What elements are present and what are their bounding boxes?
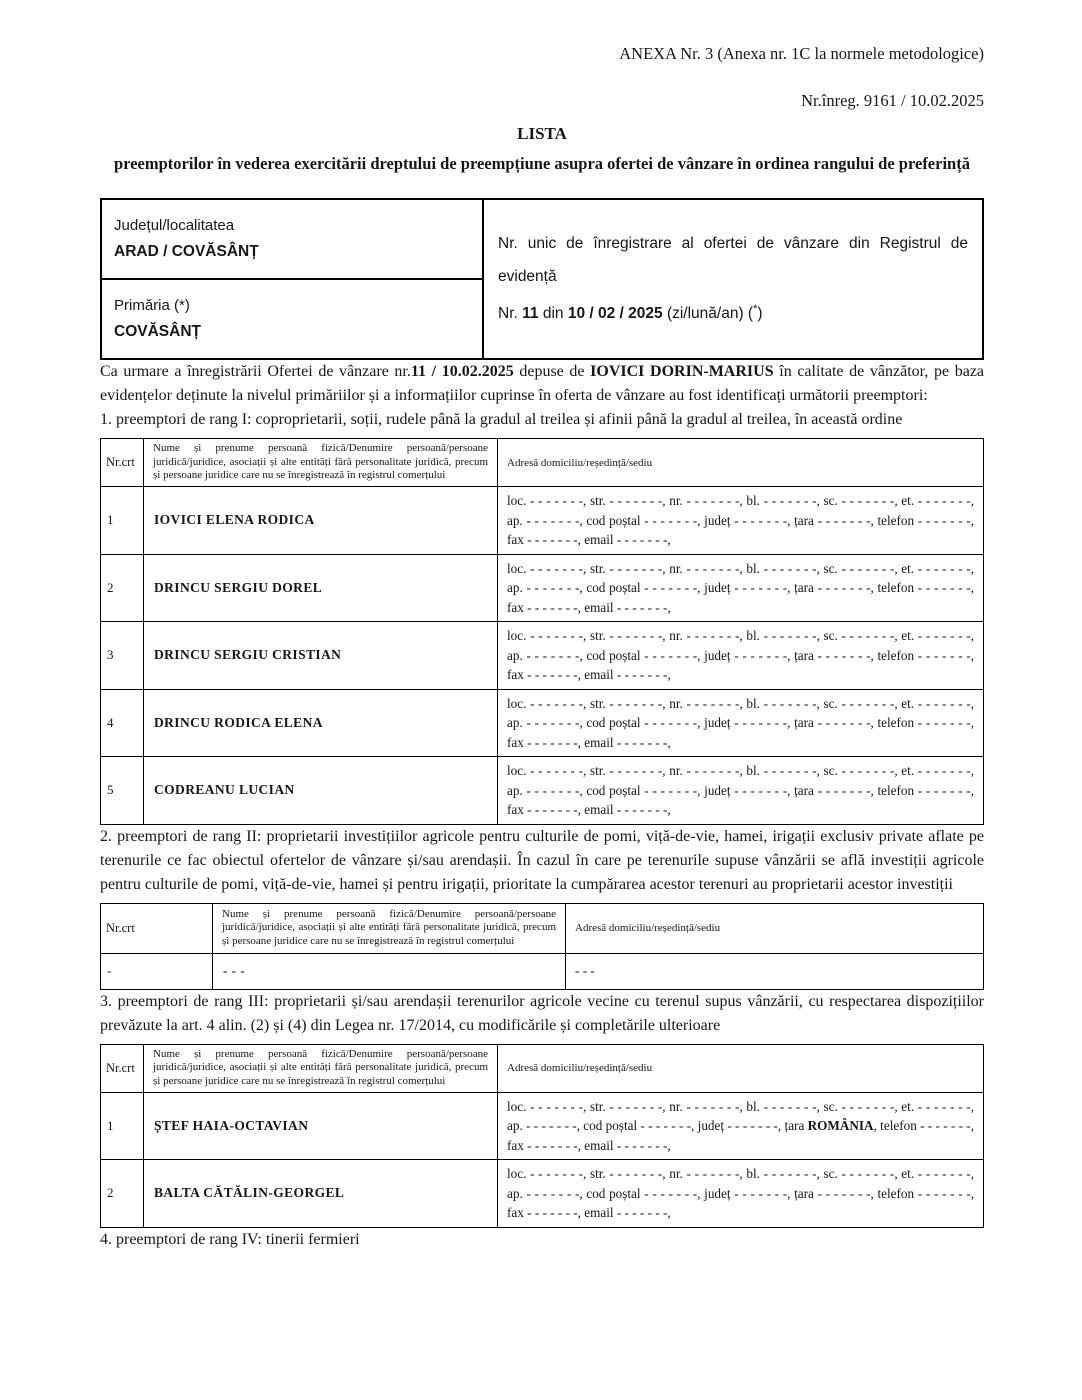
address-cell: - - - bbox=[566, 953, 984, 989]
rang-3-row bbox=[101, 1160, 984, 1228]
row-number-cell: 5 bbox=[101, 757, 144, 825]
registration-info-box bbox=[100, 198, 984, 360]
rang-1-row bbox=[101, 689, 984, 757]
row-number-cell: 4 bbox=[101, 689, 144, 757]
section-3-heading: 3. preemptori de rang III: proprietarii și/sau arendașii terenurilor agricole vecine cu terenul supus vânzării, cu respectarea dispozițiilor prevăzute la art. 4 alin. (2) și (4) din Legea nr. 17/2014, cu modificările și completările ulterioare bbox=[100, 992, 984, 1034]
nrcrt-header-cell: Nr.crt bbox=[101, 1044, 144, 1092]
rang-1-row bbox=[101, 487, 984, 555]
section-4-heading: 4. preemptori de rang IV: tinerii fermieri bbox=[100, 1230, 360, 1248]
nrcrt-header-cell: Nr.crt bbox=[101, 439, 144, 487]
preemptor-name-cell: - - - bbox=[213, 953, 566, 989]
address-cell: loc. - - - - - - -, str. - - - - - - -, nr. - - - - - - -, bl. - - - - - - -, sc. - - - - - - -, et. - - - - - - -, ap. - - - - - - -, cod poștal - - - - - - -, județ - - - - - - -, țara - - - - - - -, telefon - - - - - - -, fax - - - - - - -, email - - - - - - -, bbox=[498, 689, 984, 757]
preemptor-name-cell: CODREANU LUCIAN bbox=[144, 757, 498, 825]
address-header-cell: Adresă domiciliu/reședință/sediu bbox=[498, 1044, 984, 1092]
row-number-cell: - bbox=[101, 953, 213, 989]
address-cell: loc. - - - - - - -, str. - - - - - - -, nr. - - - - - - -, bl. - - - - - - -, sc. - - - - - - -, et. - - - - - - -, ap. - - - - - - -, cod poștal - - - - - - -, județ - - - - - - -, țara ROMÂNIA, telefon - - - - - - -, fax - - - - - - -, email - - - - - - -, bbox=[498, 1092, 984, 1160]
name-header-cell: Nume și prenume persoană fizică/Denumire persoană/persoane juridică/juridice, asociații și alte entități fără personalitate juridică, precum și persoane juridice care nu se înregistrează în registrul comerțului bbox=[144, 439, 498, 487]
preemptor-name-cell: ȘTEF HAIA-OCTAVIAN bbox=[144, 1092, 498, 1160]
offer-registration-text: Nr. unic de înregistrare al ofertei de vânzare din Registrul de evidență bbox=[498, 235, 968, 286]
address-cell: loc. - - - - - - -, str. - - - - - - -, nr. - - - - - - -, bl. - - - - - - -, sc. - - - - - - -, et. - - - - - - -, ap. - - - - - - -, cod poștal - - - - - - -, județ - - - - - - -, țara - - - - - - -, telefon - - - - - - -, fax - - - - - - -, email - - - - - - -, bbox=[498, 622, 984, 690]
address-cell: loc. - - - - - - -, str. - - - - - - -, nr. - - - - - - -, bl. - - - - - - -, sc. - - - - - - -, et. - - - - - - -, ap. - - - - - - -, cod poștal - - - - - - -, județ - - - - - - -, țara - - - - - - -, telefon - - - - - - -, fax - - - - - - -, email - - - - - - -, bbox=[498, 487, 984, 555]
row-number-cell: 2 bbox=[101, 1160, 144, 1228]
row-number-cell: 1 bbox=[101, 1092, 144, 1160]
row-number-cell: 1 bbox=[101, 487, 144, 555]
address-cell: loc. - - - - - - -, str. - - - - - - -, nr. - - - - - - -, bl. - - - - - - -, sc. - - - - - - -, et. - - - - - - -, ap. - - - - - - -, cod poștal - - - - - - -, județ - - - - - - -, țara - - - - - - -, telefon - - - - - - -, fax - - - - - - -, email - - - - - - -, bbox=[498, 1160, 984, 1228]
primaria-label: Primăria (*) bbox=[114, 297, 190, 314]
rang-1-header-row bbox=[101, 439, 984, 487]
rang-2-row bbox=[101, 953, 984, 989]
rang-1-row bbox=[101, 757, 984, 825]
primaria-cell bbox=[101, 279, 483, 359]
rang-1-table bbox=[100, 438, 984, 825]
judet-label: Județul/localitatea bbox=[114, 217, 235, 234]
document-title: LISTA bbox=[517, 124, 567, 143]
intro-paragraph: Ca urmare a înregistrării Ofertei de vânzare nr.11 / 10.02.2025 depuse de IOVICI DORIN-MARIUS în calitate de vânzător, pe baza evidențelor deținute la nivelul primăriilor și a informațiilor cuprinse în oferta de vânzare au fost identificați următorii preemptori: bbox=[100, 363, 985, 404]
address-cell: loc. - - - - - - -, str. - - - - - - -, nr. - - - - - - -, bl. - - - - - - -, sc. - - - - - - -, et. - - - - - - -, ap. - - - - - - -, cod poștal - - - - - - -, județ - - - - - - -, țara - - - - - - -, telefon - - - - - - -, fax - - - - - - -, email - - - - - - -, bbox=[498, 757, 984, 825]
row-number-cell: 2 bbox=[101, 554, 144, 622]
section-2-heading: 2. preemptori de rang II: proprietarii investițiilor agricole pentru culturile de pomi, viță-de-vie, hamei, irigații exclusiv private aflate pe terenurile ce fac obiectul ofertelor de vânzare și/sau arendașii. În cazul în care pe terenurile supuse vânzării se află investiții agricole pentru culturile de pomi, viță-de-vie, hamei și pentru irigații, prioritate la cumpărarea acestor terenuri au proprietarii acestor investiții bbox=[100, 827, 984, 893]
section-1-heading: 1. preemptori de rang I: coproprietarii, soții, rudele până la gradul al treilea și afinii până la gradul al treilea, în această ordine bbox=[100, 411, 903, 428]
name-header-cell: Nume și prenume persoană fizică/Denumire persoană/persoane juridică/juridice, asociații și alte entități fără personalitate juridică, precum și persoane juridice care nu se înregistrează în registrul comerțului bbox=[144, 1044, 498, 1092]
anexa-heading: ANEXA Nr. 3 (Anexa nr. 1C la normele metodologice) bbox=[619, 44, 984, 63]
rang-1-row bbox=[101, 554, 984, 622]
rang-2-table bbox=[100, 903, 984, 990]
preemptor-name-cell: BALTA CĂTĂLIN-GEORGEL bbox=[144, 1160, 498, 1228]
preemptor-name-cell: DRINCU SERGIU DOREL bbox=[144, 554, 498, 622]
row-number-cell: 3 bbox=[101, 622, 144, 690]
preemptor-name-cell: IOVICI ELENA RODICA bbox=[144, 487, 498, 555]
address-header-cell: Adresă domiciliu/reședință/sediu bbox=[566, 903, 984, 953]
judet-cell bbox=[101, 199, 483, 279]
preemptor-name-cell: DRINCU SERGIU CRISTIAN bbox=[144, 622, 498, 690]
primaria-value: COVĂSÂNȚ bbox=[114, 323, 201, 340]
judet-value: ARAD / COVĂSÂNȚ bbox=[114, 243, 259, 260]
rang-2-header-row bbox=[101, 903, 984, 953]
info-box-row-judet bbox=[101, 199, 983, 279]
name-header-cell: Nume și prenume persoană fizică/Denumire persoană/persoane juridică/juridice, asociații și alte entități fără personalitate juridică, precum și persoane juridice care nu se înregistrează în registrul comerțului bbox=[213, 903, 566, 953]
registration-number-line: Nr.înreg. 9161 / 10.02.2025 bbox=[801, 91, 984, 110]
address-header-cell: Adresă domiciliu/reședință/sediu bbox=[498, 439, 984, 487]
rang-3-table bbox=[100, 1044, 984, 1228]
address-cell: loc. - - - - - - -, str. - - - - - - -, nr. - - - - - - -, bl. - - - - - - -, sc. - - - - - - -, et. - - - - - - -, ap. - - - - - - -, cod poștal - - - - - - -, județ - - - - - - -, țara - - - - - - -, telefon - - - - - - -, fax - - - - - - -, email - - - - - - -, bbox=[498, 554, 984, 622]
nrcrt-header-cell: Nr.crt bbox=[101, 903, 213, 953]
offer-number-line: Nr. 11 din 10 / 02 / 2025 (zi/lună/an) (*) bbox=[498, 303, 763, 323]
rang-1-row bbox=[101, 622, 984, 690]
offer-registration-cell bbox=[483, 199, 983, 359]
preemptor-name-cell: DRINCU RODICA ELENA bbox=[144, 689, 498, 757]
rang-3-header-row bbox=[101, 1044, 984, 1092]
document-subtitle: preemptorilor în vederea exercitării dreptului de preempțiune asupra ofertei de vânzare în ordinea rangului de preferință bbox=[114, 154, 970, 173]
rang-3-row bbox=[101, 1092, 984, 1160]
